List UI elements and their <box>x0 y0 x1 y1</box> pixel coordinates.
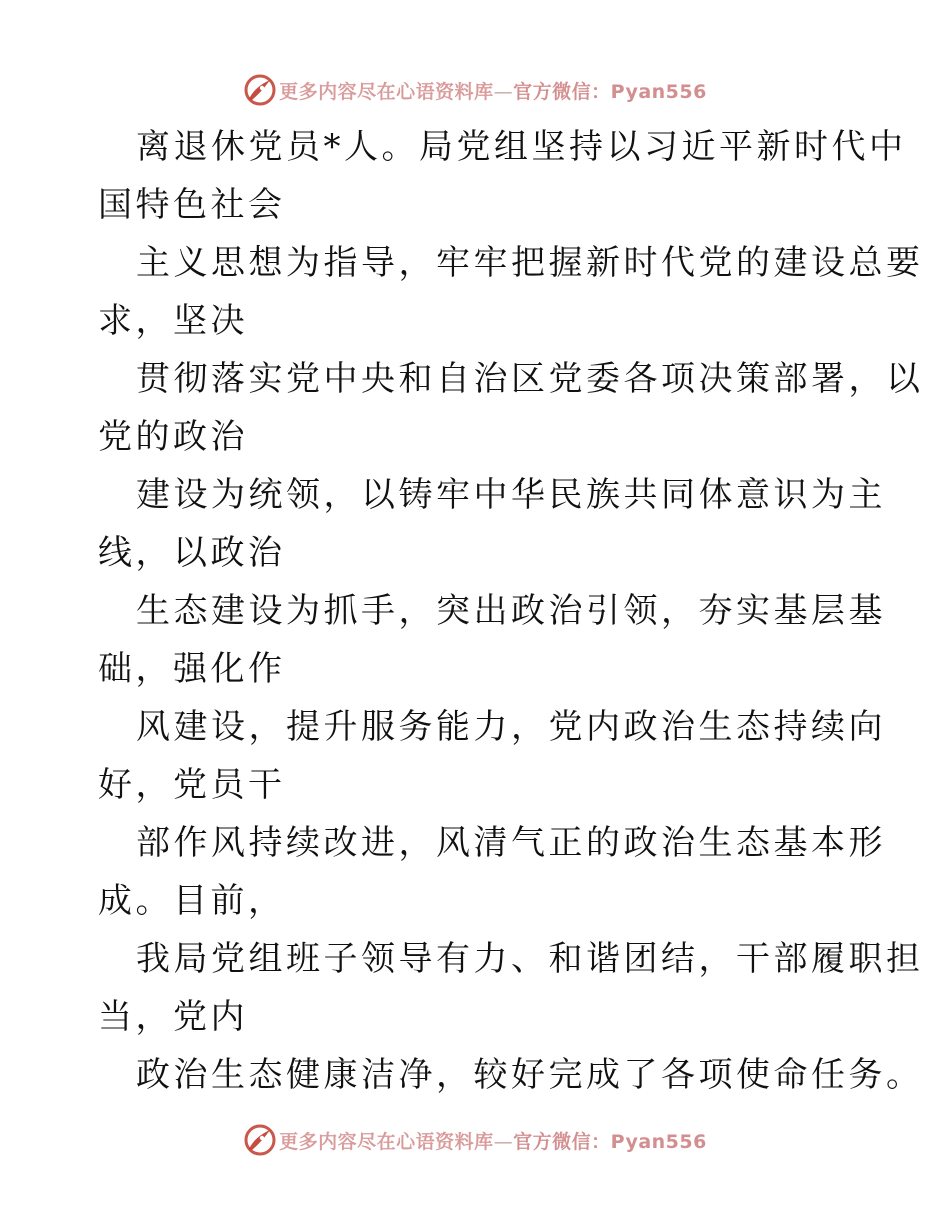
pen-nib-logo-icon <box>243 73 277 107</box>
paragraph-line: 风建设，提升服务能力，党内政治生态持续向 <box>136 707 886 747</box>
paragraph-line: 党的政治 <box>98 417 248 457</box>
watermark-separator: — <box>493 80 514 103</box>
header-watermark-banner <box>0 70 950 110</box>
paragraph-line: 国特色社会 <box>98 185 286 225</box>
document-body <box>98 118 924 1104</box>
paragraph-line: 生态建设为抓手，突出政治引领，夯实基层基 <box>136 591 886 631</box>
paragraph-line: 贯彻落实党中央和自治区党委各项决策部署，以 <box>136 359 924 399</box>
paragraph-line: 当，党内 <box>98 997 248 1037</box>
paragraph-line: 线，以政治 <box>98 533 286 573</box>
footer-watermark-banner <box>0 1120 950 1160</box>
paragraph-line: 求，坚决 <box>98 301 248 341</box>
paragraph-line: 建设为统领，以铸牢中华民族共同体意识为主 <box>136 475 886 515</box>
paragraph-line: 成。目前， <box>98 881 286 921</box>
paragraph-line: 主义思想为指导，牢牢把握新时代党的建设总要 <box>136 243 924 283</box>
watermark-main-text: 更多内容尽在心语资料库 <box>279 1130 494 1153</box>
paragraph-line: 部作风持续改进，风清气正的政治生态基本形 <box>136 823 886 863</box>
watermark-text <box>279 1127 707 1154</box>
paragraph-line: 好，党员干 <box>98 765 286 805</box>
watermark-separator: — <box>493 1130 514 1153</box>
paragraph-line: 础，强化作 <box>98 649 286 689</box>
watermark-text <box>279 77 707 104</box>
pen-nib-logo-icon <box>243 1123 277 1157</box>
watermark-main-text: 更多内容尽在心语资料库 <box>279 80 494 103</box>
watermark-wechat-text: 官方微信：Pyan556 <box>513 1130 707 1153</box>
paragraph-line: 我局党组班子领导有力、和谐团结，干部履职担 <box>136 939 924 979</box>
paragraph-line: 政治生态健康洁净，较好完成了各项使命任务。 <box>136 1055 924 1095</box>
watermark-wechat-text: 官方微信：Pyan556 <box>513 80 707 103</box>
paragraph-line: 离退休党员*人。局党组坚持以习近平新时代中 <box>136 127 907 167</box>
